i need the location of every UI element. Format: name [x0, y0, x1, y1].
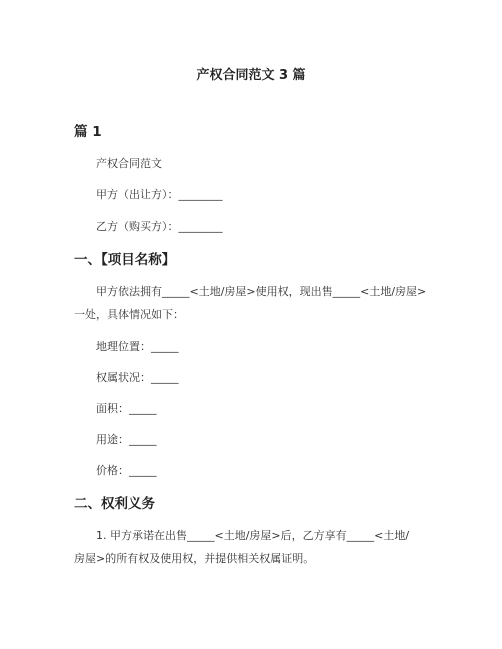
project-paragraph-line-1: 甲方依法拥有_____<土地/房屋>使用权，现出售_____<土地/房屋>	[96, 285, 427, 298]
document-title: 产权合同范文 3 篇	[196, 68, 306, 83]
party-a-line: 甲方（出让方）：________	[96, 188, 223, 201]
item-location: 地理位置：_____	[96, 340, 179, 353]
item-price: 价格：_____	[96, 464, 157, 477]
rights-paragraph-line-2: 房屋>的所有权及使用权，并提供相关权属证明。	[74, 552, 315, 565]
project-paragraph-line-2: 一处，具体情况如下：	[74, 308, 184, 321]
section-heading-part-1: 篇 1	[74, 124, 102, 140]
item-ownership-status: 权属状况：_____	[96, 371, 179, 384]
contract-name-line: 产权合同范文	[96, 157, 162, 170]
item-usage: 用途：_____	[96, 433, 157, 446]
section-heading-project-name: 一、【项目名称】	[74, 252, 176, 268]
item-area: 面积：_____	[96, 402, 157, 415]
rights-paragraph-line-1: 1. 甲方承诺在出售_____<土地/房屋>后，乙方享有_____<土地/	[96, 529, 410, 542]
section-heading-rights-obligations: 二、权利义务	[74, 496, 155, 512]
party-b-line: 乙方（购买方）：________	[96, 220, 223, 233]
